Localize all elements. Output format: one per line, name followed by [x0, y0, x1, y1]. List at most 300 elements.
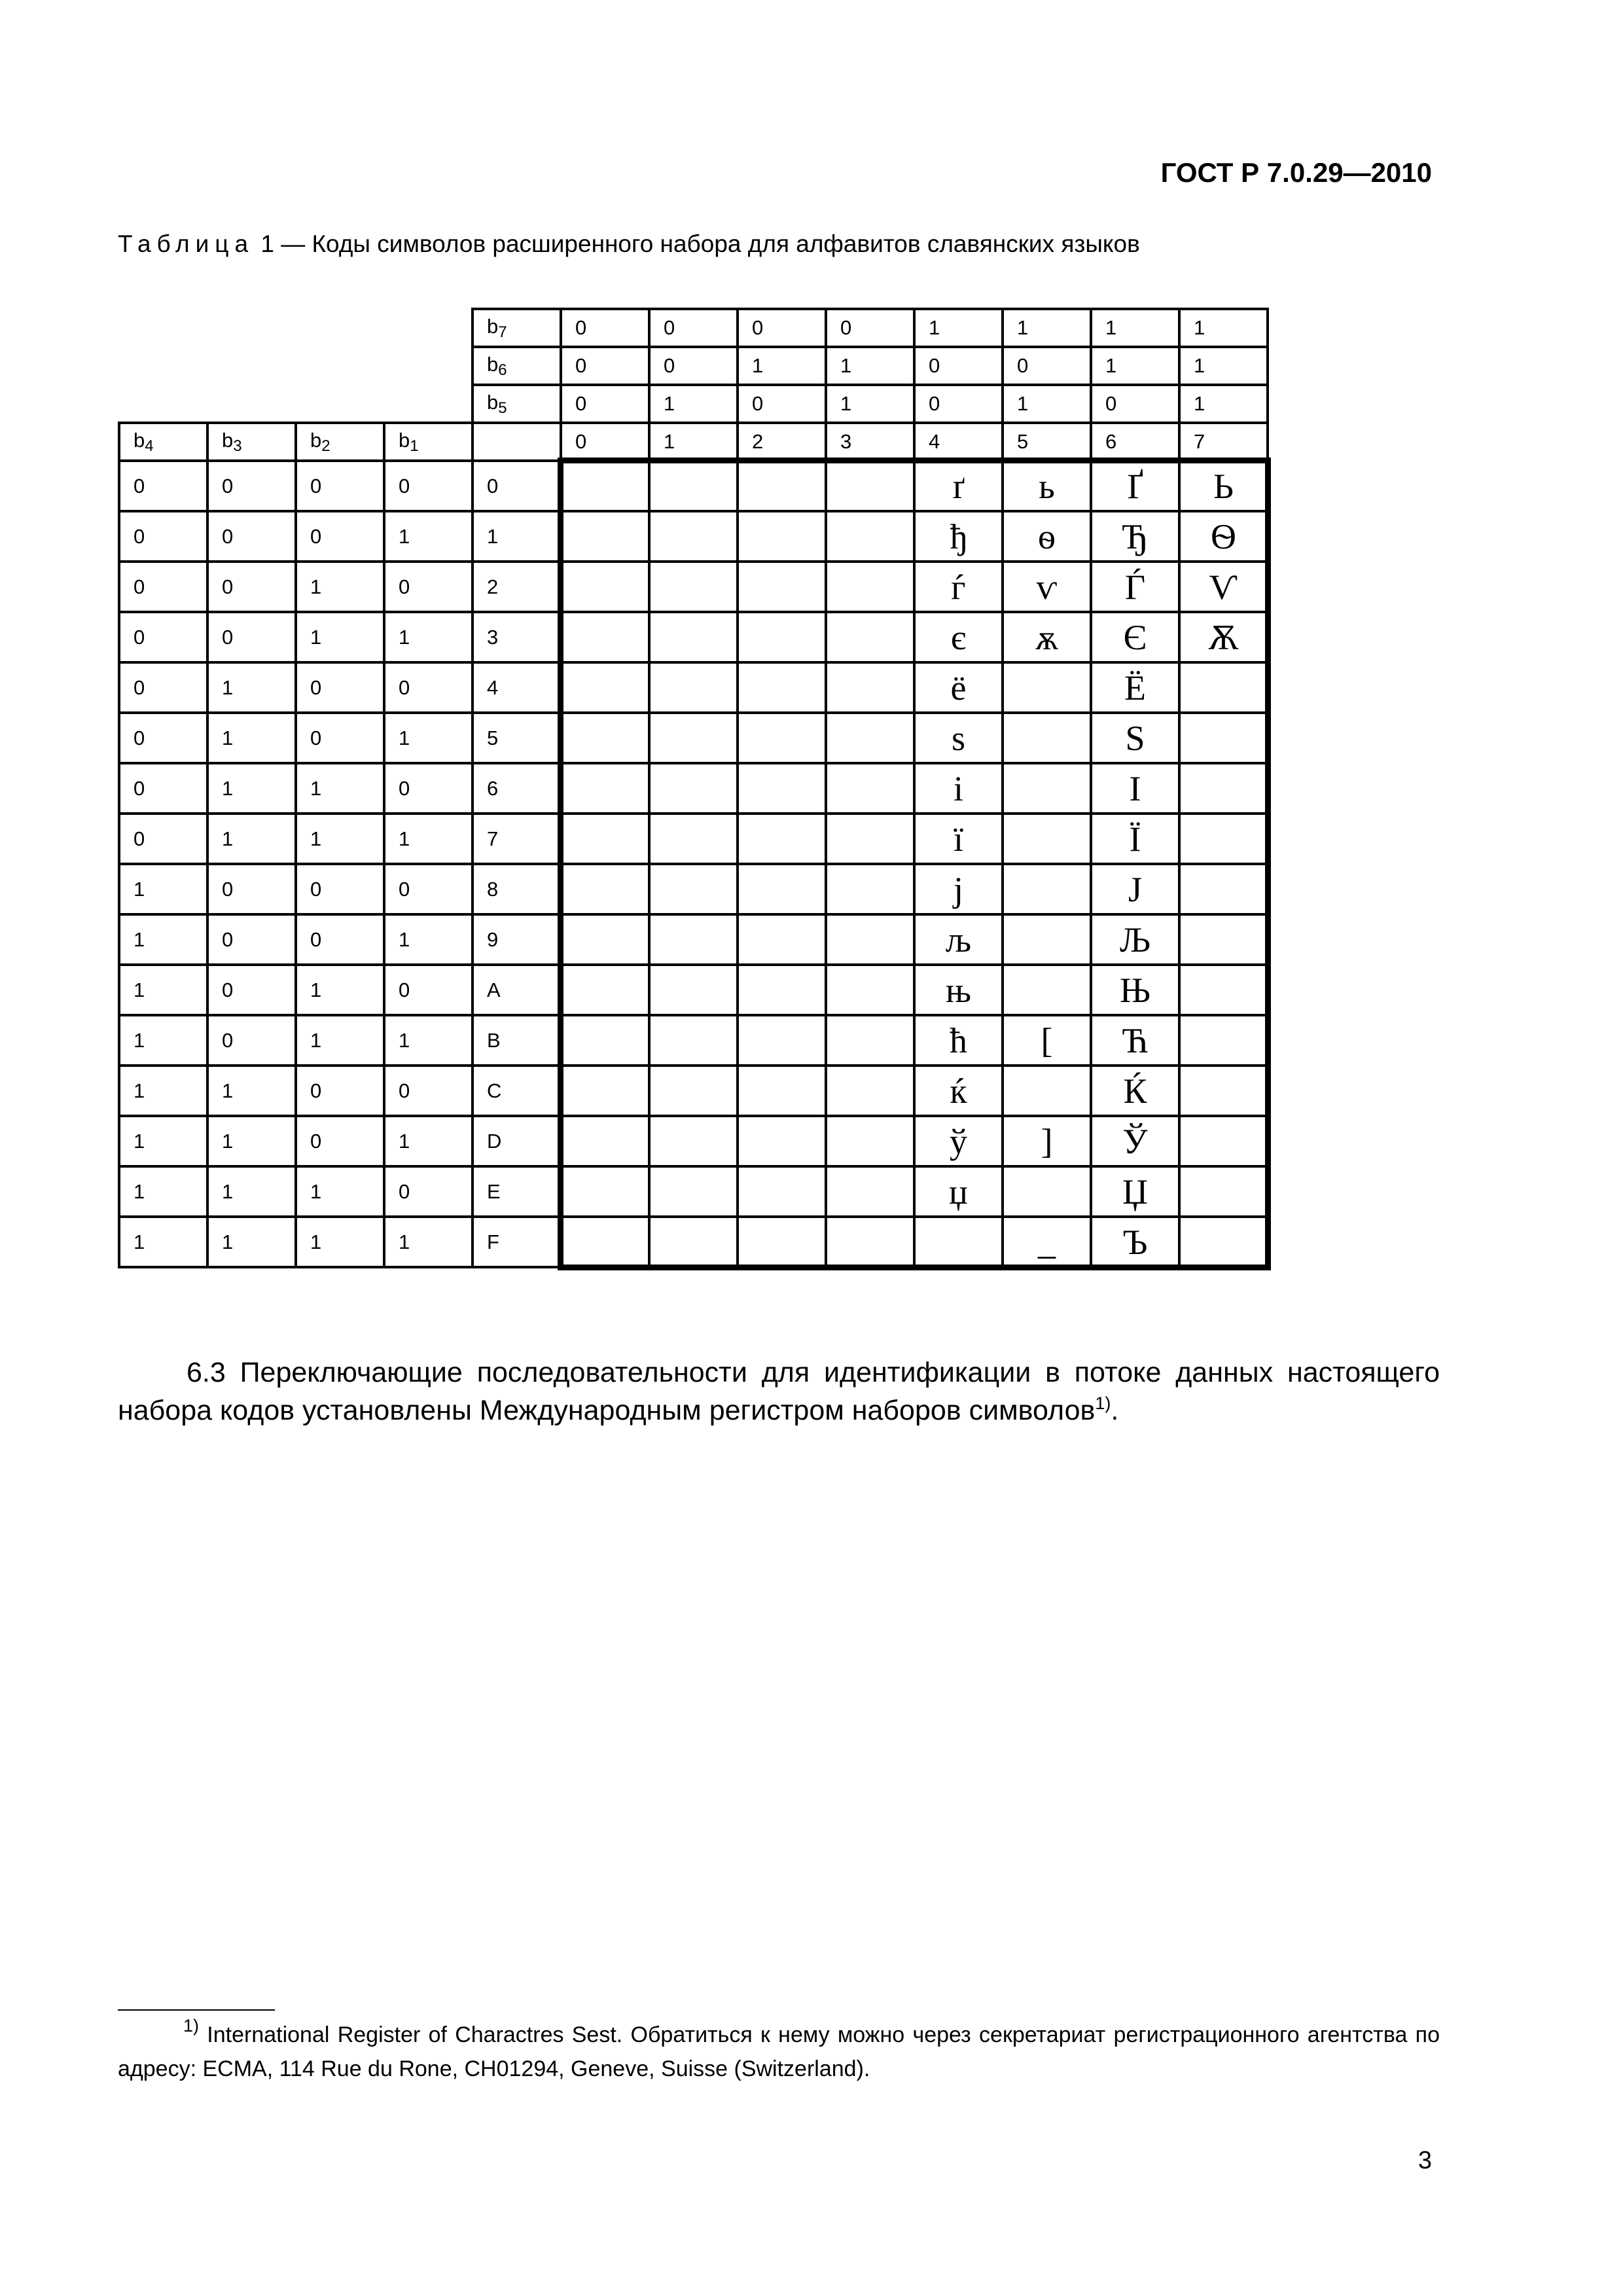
character-cell — [561, 562, 649, 612]
row-bit-value: 1 — [296, 965, 384, 1015]
row-code: 7 — [473, 814, 561, 864]
character-cell — [649, 662, 738, 713]
bit-label-subscript: 3 — [233, 437, 242, 455]
bit-label-subscript: 4 — [145, 437, 154, 455]
column-number: 7 — [1179, 423, 1268, 461]
character-cell — [826, 713, 914, 763]
column-bit-value: 1 — [826, 385, 914, 423]
row-bit-value: 1 — [296, 814, 384, 864]
character-cell — [738, 461, 826, 511]
column-bit-label — [473, 385, 561, 423]
row-bit-value: 0 — [119, 662, 207, 713]
row-bit-value: 1 — [207, 713, 296, 763]
column-number: 5 — [1003, 423, 1091, 461]
character-cell: њ — [914, 965, 1003, 1015]
bit-label-subscript: 5 — [498, 399, 507, 417]
character-cell — [738, 713, 826, 763]
character-cell: ь — [1003, 461, 1091, 511]
empty-header-cell — [473, 423, 561, 461]
bit-label-subscript: 2 — [321, 437, 330, 455]
row-code: F — [473, 1217, 561, 1267]
character-cell: ѵ — [1003, 562, 1091, 612]
character-cell: є — [914, 612, 1003, 662]
column-bit-value: 1 — [738, 347, 826, 385]
character-cell — [649, 864, 738, 914]
table-row — [119, 511, 1268, 562]
character-cell — [738, 1116, 826, 1166]
character-cell — [738, 864, 826, 914]
column-number: 0 — [561, 423, 649, 461]
character-cell — [826, 864, 914, 914]
column-bit-value: 1 — [914, 309, 1003, 347]
row-bit-value: 1 — [119, 1166, 207, 1217]
column-number: 6 — [1091, 423, 1179, 461]
character-cell — [826, 1166, 914, 1217]
character-cell — [649, 612, 738, 662]
character-cell — [1179, 965, 1268, 1015]
character-cell — [561, 914, 649, 965]
row-code: 4 — [473, 662, 561, 713]
blank-cell — [207, 309, 296, 347]
character-cell — [738, 763, 826, 814]
character-cell — [561, 662, 649, 713]
row-bit-value: 0 — [119, 562, 207, 612]
table-row — [119, 713, 1268, 763]
character-cell — [738, 1066, 826, 1116]
table-row — [119, 562, 1268, 612]
character-cell — [826, 612, 914, 662]
column-number: 3 — [826, 423, 914, 461]
row-bit-value: 0 — [384, 864, 473, 914]
character-cell — [1179, 1066, 1268, 1116]
character-cell — [826, 965, 914, 1015]
table-row — [119, 461, 1268, 511]
character-cell: Ѓ — [1091, 562, 1179, 612]
column-bit-value: 0 — [914, 385, 1003, 423]
footnote-reference: 1) — [1095, 1393, 1111, 1413]
row-bit-value: 1 — [384, 713, 473, 763]
bit-label-base: b — [134, 428, 145, 452]
character-cell: Ђ — [1091, 511, 1179, 562]
character-cell — [649, 1166, 738, 1217]
row-bit-value: 0 — [119, 612, 207, 662]
bit-label-base: b — [222, 428, 234, 452]
character-cell — [738, 814, 826, 864]
character-cell — [649, 914, 738, 965]
character-cell: ј — [914, 864, 1003, 914]
character-cell — [1179, 1116, 1268, 1166]
row-bit-value: 1 — [296, 612, 384, 662]
character-cell — [826, 1116, 914, 1166]
row-code: 9 — [473, 914, 561, 965]
row-bit-value: 0 — [207, 562, 296, 612]
section-paragraph — [118, 1354, 1440, 1429]
character-cell — [1003, 662, 1091, 713]
row-bit-value: 0 — [207, 965, 296, 1015]
row-bit-label — [119, 423, 207, 461]
row-bit-value: 0 — [119, 511, 207, 562]
column-number: 2 — [738, 423, 826, 461]
row-bit-value: 1 — [207, 814, 296, 864]
character-cell: Ќ — [1091, 1066, 1179, 1116]
bit-label-subscript: 1 — [410, 437, 419, 455]
footnote — [118, 2018, 1440, 2086]
row-bit-value: 1 — [119, 1116, 207, 1166]
character-cell: Ј — [1091, 864, 1179, 914]
row-bit-value: 0 — [119, 763, 207, 814]
row-bit-value: 0 — [296, 1116, 384, 1166]
character-cell: [ — [1003, 1015, 1091, 1066]
column-bit-value: 0 — [914, 347, 1003, 385]
column-bit-label — [473, 347, 561, 385]
paragraph-end: . — [1111, 1395, 1119, 1426]
table-row — [119, 1066, 1268, 1116]
row-bit-value: 0 — [296, 864, 384, 914]
character-cell — [1003, 713, 1091, 763]
character-cell — [738, 662, 826, 713]
bit-label-base: b — [399, 428, 410, 452]
table-row — [119, 914, 1268, 965]
character-cell: Ў — [1091, 1116, 1179, 1166]
row-bit-value: 1 — [384, 1217, 473, 1267]
table-row — [119, 814, 1268, 864]
row-bit-value: 1 — [296, 562, 384, 612]
character-cell — [1003, 1166, 1091, 1217]
character-cell — [649, 763, 738, 814]
row-bit-value: 1 — [207, 662, 296, 713]
character-cell: ѓ — [914, 562, 1003, 612]
character-cell: Ѵ — [1179, 562, 1268, 612]
character-cell — [826, 1015, 914, 1066]
character-cell — [738, 511, 826, 562]
row-bit-value: 1 — [296, 1166, 384, 1217]
character-cell: џ — [914, 1166, 1003, 1217]
character-cell — [738, 612, 826, 662]
bit-label-base: b — [487, 390, 499, 414]
row-bit-value: 1 — [384, 612, 473, 662]
column-bit-row — [119, 385, 1268, 423]
column-bit-value: 1 — [1179, 309, 1268, 347]
paragraph-text: 6.3 Переключающие последовательности для идентификации в потоке данных настоящего набора кодов установлены Международным регистром наборов символов — [118, 1357, 1440, 1426]
character-cell — [738, 562, 826, 612]
character-cell: Ъ — [1091, 1217, 1179, 1267]
column-bit-value: 0 — [738, 385, 826, 423]
row-bit-value: 1 — [207, 1166, 296, 1217]
row-bit-value: 0 — [296, 461, 384, 511]
character-cell: Џ — [1091, 1166, 1179, 1217]
row-bit-value: 0 — [119, 713, 207, 763]
row-bit-value: 1 — [384, 914, 473, 965]
table-caption-text: 1 — Коды символов расширенного набора для алфавитов славянских языков — [254, 230, 1140, 257]
row-code: 0 — [473, 461, 561, 511]
column-bit-value: 0 — [1091, 385, 1179, 423]
column-bit-value: 1 — [1003, 309, 1091, 347]
row-bit-value: 0 — [384, 562, 473, 612]
row-bit-value: 1 — [207, 1116, 296, 1166]
table-row — [119, 1116, 1268, 1166]
column-bit-value: 0 — [826, 309, 914, 347]
row-bit-value: 0 — [207, 1015, 296, 1066]
character-cell: Љ — [1091, 914, 1179, 965]
row-bit-value: 0 — [384, 1066, 473, 1116]
character-cell — [1003, 1066, 1091, 1116]
character-cell — [1179, 1217, 1268, 1267]
character-cell: Є — [1091, 612, 1179, 662]
footnote-marker: 1) — [183, 2016, 200, 2036]
bit-label-subscript: 6 — [498, 361, 507, 379]
character-cell: І — [1091, 763, 1179, 814]
character-cell: ѕ — [914, 713, 1003, 763]
character-cell — [561, 763, 649, 814]
character-cell — [1179, 914, 1268, 965]
column-bit-value: 0 — [561, 309, 649, 347]
blank-cell — [384, 347, 473, 385]
character-cell — [1003, 814, 1091, 864]
row-bit-value: 1 — [296, 763, 384, 814]
row-bit-value: 0 — [384, 1166, 473, 1217]
column-bit-value: 1 — [1003, 385, 1091, 423]
row-code: D — [473, 1116, 561, 1166]
character-cell — [826, 763, 914, 814]
column-bit-row — [119, 347, 1268, 385]
character-cell: ѳ — [1003, 511, 1091, 562]
blank-cell — [296, 347, 384, 385]
page-number: 3 — [1418, 2147, 1432, 2174]
character-cell: Ћ — [1091, 1015, 1179, 1066]
column-bit-value: 1 — [826, 347, 914, 385]
row-bit-value: 0 — [207, 511, 296, 562]
character-cell: Ѳ — [1179, 511, 1268, 562]
row-bit-value: 0 — [296, 1066, 384, 1116]
row-bit-value: 1 — [296, 1217, 384, 1267]
table-row — [119, 763, 1268, 814]
blank-cell — [119, 347, 207, 385]
character-cell: ї — [914, 814, 1003, 864]
character-cell — [561, 461, 649, 511]
character-cell — [826, 562, 914, 612]
character-cell — [561, 1166, 649, 1217]
bit-label-base: b — [487, 352, 499, 376]
standard-code: ГОСТ Р 7.0.29—2010 — [1160, 157, 1432, 188]
table-row — [119, 662, 1268, 713]
character-cell — [1003, 864, 1091, 914]
row-bit-value: 1 — [384, 814, 473, 864]
character-cell: Ь — [1179, 461, 1268, 511]
bit-label-subscript: 7 — [498, 323, 507, 341]
row-bit-value: 0 — [384, 763, 473, 814]
row-bit-value: 0 — [384, 965, 473, 1015]
column-number: 4 — [914, 423, 1003, 461]
character-cell — [738, 1217, 826, 1267]
character-cell — [1179, 864, 1268, 914]
character-cell — [561, 1217, 649, 1267]
column-bit-value: 0 — [1003, 347, 1091, 385]
character-cell — [826, 1217, 914, 1267]
blank-cell — [384, 309, 473, 347]
column-number: 1 — [649, 423, 738, 461]
column-bit-value: 0 — [738, 309, 826, 347]
row-code: B — [473, 1015, 561, 1066]
character-cell — [561, 965, 649, 1015]
character-cell — [1179, 662, 1268, 713]
character-cell — [826, 914, 914, 965]
character-cell: Ї — [1091, 814, 1179, 864]
row-code: 8 — [473, 864, 561, 914]
character-cell — [649, 1217, 738, 1267]
character-cell: Ѕ — [1091, 713, 1179, 763]
character-cell: ё — [914, 662, 1003, 713]
character-cell — [914, 1217, 1003, 1267]
column-bit-row — [119, 309, 1268, 347]
row-bit-value: 1 — [119, 864, 207, 914]
blank-cell — [119, 385, 207, 423]
character-cell: Њ — [1091, 965, 1179, 1015]
character-cell — [649, 511, 738, 562]
character-cell: љ — [914, 914, 1003, 965]
table-caption — [118, 230, 1140, 258]
blank-cell — [296, 385, 384, 423]
character-cell — [561, 511, 649, 562]
row-bit-value: 1 — [119, 914, 207, 965]
row-bit-value: 1 — [119, 1217, 207, 1267]
character-cell — [738, 914, 826, 965]
character-cell: ђ — [914, 511, 1003, 562]
column-bit-value: 1 — [649, 385, 738, 423]
row-bit-label — [207, 423, 296, 461]
bit-label-base: b — [487, 314, 499, 338]
character-cell — [738, 1166, 826, 1217]
blank-cell — [384, 385, 473, 423]
column-bit-value: 0 — [561, 347, 649, 385]
row-bit-value: 1 — [207, 1066, 296, 1116]
row-bit-value: 1 — [207, 1217, 296, 1267]
row-bit-value: 0 — [384, 461, 473, 511]
character-cell — [1179, 814, 1268, 864]
row-bit-header — [119, 423, 1268, 461]
row-bit-label — [384, 423, 473, 461]
character-cell — [1179, 1166, 1268, 1217]
table-row — [119, 1015, 1268, 1066]
row-bit-value: 1 — [119, 1015, 207, 1066]
character-cell — [561, 612, 649, 662]
character-cell — [826, 662, 914, 713]
column-bit-value: 0 — [649, 347, 738, 385]
character-cell — [738, 1015, 826, 1066]
column-bit-value: 1 — [1091, 347, 1179, 385]
character-cell — [826, 814, 914, 864]
character-cell — [561, 1116, 649, 1166]
row-bit-value: 1 — [384, 1015, 473, 1066]
row-bit-value: 1 — [384, 1116, 473, 1166]
character-cell — [1003, 965, 1091, 1015]
character-cell — [1179, 713, 1268, 763]
row-code: 5 — [473, 713, 561, 763]
column-bit-value: 1 — [1091, 309, 1179, 347]
row-code: C — [473, 1066, 561, 1116]
table-row — [119, 612, 1268, 662]
blank-cell — [119, 309, 207, 347]
footnote-text: International Register of Charactres Sest. Обратиться к нему можно через секретариат регистрационного агентства по адресу: ECMA, 114 Rue du Rone, CH01294, Geneve, Suisse (Switzerland). — [118, 2022, 1440, 2081]
character-cell — [561, 864, 649, 914]
character-cell — [826, 1066, 914, 1116]
row-bit-value: 1 — [119, 1066, 207, 1116]
character-cell — [1003, 914, 1091, 965]
row-bit-value: 1 — [384, 511, 473, 562]
table-caption-word: Таблица — [118, 230, 255, 257]
character-cell — [649, 1066, 738, 1116]
character-cell: ] — [1003, 1116, 1091, 1166]
character-cell — [561, 1015, 649, 1066]
character-cell: Ѫ — [1179, 612, 1268, 662]
row-bit-value: 1 — [207, 763, 296, 814]
character-cell — [1179, 1015, 1268, 1066]
character-cell: Ё — [1091, 662, 1179, 713]
character-cell: ћ — [914, 1015, 1003, 1066]
character-cell — [649, 1116, 738, 1166]
blank-cell — [207, 385, 296, 423]
character-cell — [1179, 763, 1268, 814]
row-code: 1 — [473, 511, 561, 562]
row-code: 6 — [473, 763, 561, 814]
table-row — [119, 965, 1268, 1015]
column-bit-value: 1 — [1179, 385, 1268, 423]
row-code: 2 — [473, 562, 561, 612]
character-cell — [649, 562, 738, 612]
character-code-table — [118, 308, 1269, 1268]
row-code: E — [473, 1166, 561, 1217]
column-bit-value: 0 — [561, 385, 649, 423]
character-cell: ѫ — [1003, 612, 1091, 662]
column-bit-value: 0 — [649, 309, 738, 347]
character-cell: і — [914, 763, 1003, 814]
column-bit-label — [473, 309, 561, 347]
character-cell — [826, 511, 914, 562]
row-bit-value: 1 — [119, 965, 207, 1015]
row-bit-value: 0 — [296, 713, 384, 763]
character-cell — [826, 461, 914, 511]
character-cell: ќ — [914, 1066, 1003, 1116]
row-bit-value: 1 — [296, 1015, 384, 1066]
character-cell — [738, 965, 826, 1015]
character-cell — [649, 461, 738, 511]
row-bit-value: 0 — [296, 662, 384, 713]
row-bit-value: 0 — [296, 914, 384, 965]
character-cell — [1003, 763, 1091, 814]
character-cell: Ґ — [1091, 461, 1179, 511]
character-cell: ґ — [914, 461, 1003, 511]
row-bit-label — [296, 423, 384, 461]
row-code: A — [473, 965, 561, 1015]
footnote-separator — [118, 2009, 275, 2011]
character-cell — [649, 713, 738, 763]
character-cell — [561, 1066, 649, 1116]
bit-label-base: b — [310, 428, 322, 452]
row-bit-value: 0 — [119, 814, 207, 864]
row-bit-value: 0 — [207, 914, 296, 965]
table-row — [119, 1217, 1268, 1267]
column-bit-value: 1 — [1179, 347, 1268, 385]
blank-cell — [296, 309, 384, 347]
character-cell — [649, 814, 738, 864]
character-cell: _ — [1003, 1217, 1091, 1267]
blank-cell — [207, 347, 296, 385]
row-bit-value: 0 — [207, 461, 296, 511]
row-bit-value: 0 — [296, 511, 384, 562]
character-cell — [561, 814, 649, 864]
character-cell — [561, 713, 649, 763]
character-cell — [649, 965, 738, 1015]
row-bit-value: 0 — [207, 864, 296, 914]
